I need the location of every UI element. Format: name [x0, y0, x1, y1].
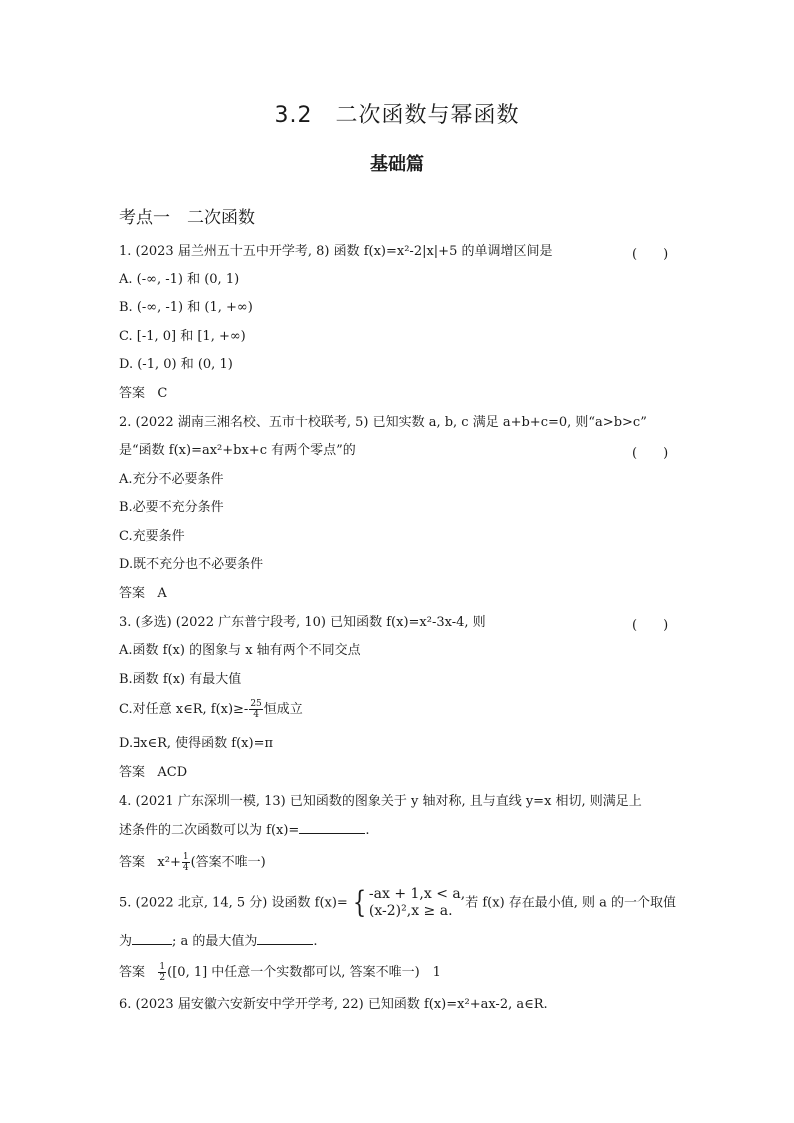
q5-answer-denominator: 2 — [159, 973, 166, 983]
q5-answer-fraction — [158, 962, 166, 983]
q1-answer-bracket: ( ) — [632, 247, 669, 262]
q1-option-c: C. [-1, 0] 和 [1, +∞) — [119, 329, 246, 344]
q4-stem-line2 — [119, 821, 369, 840]
q5-line2-end: . — [313, 934, 318, 949]
q3-answer-value: ACD — [157, 765, 188, 780]
q5-answer-text: ([0, 1] 中任意一个实数都可以, 答案不唯一) 1 — [167, 965, 441, 980]
q4-answer — [119, 852, 266, 873]
q4-fill-blank[interactable] — [299, 821, 365, 834]
q2-stem-line1: 2. (2022 湖南三湘名校、五市十校联考, 5) 已知实数 a, b, c 满足 a+b+c=0, 则“a>b>c” — [119, 415, 647, 430]
q5-stem — [119, 886, 676, 921]
q1-option-b: B. (-∞, -1) 和 (1, +∞) — [119, 300, 253, 315]
q5-piecewise-cases — [369, 886, 465, 920]
q1-stem-b: f(x)=x²-2|x|+5 的单调增区间是 — [363, 244, 553, 259]
q2-answer — [119, 585, 167, 603]
q5-answer-label: 答案 — [119, 965, 146, 980]
q5-stem-post: 若 f(x) 存在最小值, 则 a 的一个取值 — [465, 895, 677, 911]
q2-option-b: B.必要不充分条件 — [119, 500, 224, 515]
q5-case-1: -ax + 1,x < a, — [368, 886, 466, 902]
q3-option-b: B.函数 f(x) 有最大值 — [119, 672, 242, 687]
q3-option-c — [119, 699, 303, 720]
q5-line2-mid: ; a 的最大值为 — [172, 934, 258, 949]
q5-stem-line2 — [119, 932, 318, 951]
q4-answer-fraction — [182, 852, 190, 873]
q5-fill-blank-2[interactable] — [257, 932, 313, 945]
q4-stem-line2-end: . — [365, 823, 370, 838]
q1-stem — [119, 243, 552, 261]
q2-option-d: D.既不充分也不必要条件 — [119, 557, 264, 572]
page-title: 3.2 二次函数与幂函数 — [274, 103, 520, 128]
q1-option-d: D. (-1, 0) 和 (0, 1) — [119, 357, 233, 372]
q3-option-a: A.函数 f(x) 的图象与 x 轴有两个不同交点 — [119, 643, 361, 658]
q1-answer-value: C — [157, 386, 168, 401]
q4-answer-pre: x²+ — [157, 855, 181, 870]
q4-answer-denominator: 4 — [182, 863, 189, 873]
q2-answer-bracket: ( ) — [632, 446, 669, 461]
q1-option-a: A. (-∞, -1) 和 (0, 1) — [119, 272, 240, 287]
q3-option-c-fraction — [249, 699, 262, 720]
q6-stem: 6. (2023 届安徽六安新安中学开学考, 22) 已知函数 f(x)=x²+ax-2, a∈R. — [119, 997, 548, 1012]
q4-answer-numerator: 1 — [182, 852, 189, 862]
q5-line2-pre: 为 — [119, 934, 133, 949]
q3-option-c-denominator: 4 — [253, 710, 259, 720]
q1-answer-label: 答案 — [119, 386, 146, 401]
q2-option-c: C.充要条件 — [119, 529, 185, 544]
q5-piecewise-brace: { — [352, 885, 367, 920]
section-heading: 考点一 二次函数 — [119, 208, 255, 228]
q1-stem-a: 1. (2023 届兰州五十五中开学考, 8) 函数 — [119, 244, 364, 259]
q1-answer — [119, 385, 167, 403]
q2-option-a: A.充分不必要条件 — [119, 472, 224, 487]
q2-answer-value: A — [157, 586, 167, 601]
q3-stem: 3. (多选) (2022 广东普宁段考, 10) 已知函数 f(x)=x²-3x-4, 则 — [119, 615, 486, 630]
q2-answer-label: 答案 — [119, 586, 146, 601]
q5-answer — [119, 962, 441, 983]
q4-stem-line1: 4. (2021 广东深圳一模, 13) 已知函数的图象关于 y 轴对称, 且与直线 y=x 相切, 则满足上 — [119, 794, 642, 809]
q5-piecewise-function — [350, 886, 465, 920]
q3-option-c-pre: C.对任意 x∈R, f(x)≥- — [119, 702, 249, 717]
q5-case-2: (x-2)²,x ≥ a. — [368, 903, 453, 919]
q4-answer-label: 答案 — [119, 855, 146, 870]
q5-fill-blank-1[interactable] — [132, 932, 172, 945]
q4-stem-line2-text: 述条件的二次函数可以为 f(x)= — [119, 823, 300, 838]
q3-option-d: D.∃x∈R, 使得函数 f(x)=π — [119, 736, 274, 751]
q3-answer-label: 答案 — [119, 765, 146, 780]
q5-stem-pre: 5. (2022 北京, 14, 5 分) 设函数 f(x)= — [119, 895, 348, 911]
q3-answer — [119, 764, 187, 782]
q2-stem-line2: 是“函数 f(x)=ax²+bx+c 有两个零点”的 — [119, 443, 356, 458]
q4-answer-post: (答案不唯一) — [190, 855, 266, 870]
q3-option-c-post: 恒成立 — [263, 702, 303, 717]
q3-option-c-numerator: 25 — [250, 699, 262, 709]
q3-answer-bracket: ( ) — [632, 618, 669, 633]
page-subtitle: 基础篇 — [370, 154, 424, 175]
q5-answer-numerator: 1 — [159, 962, 166, 972]
